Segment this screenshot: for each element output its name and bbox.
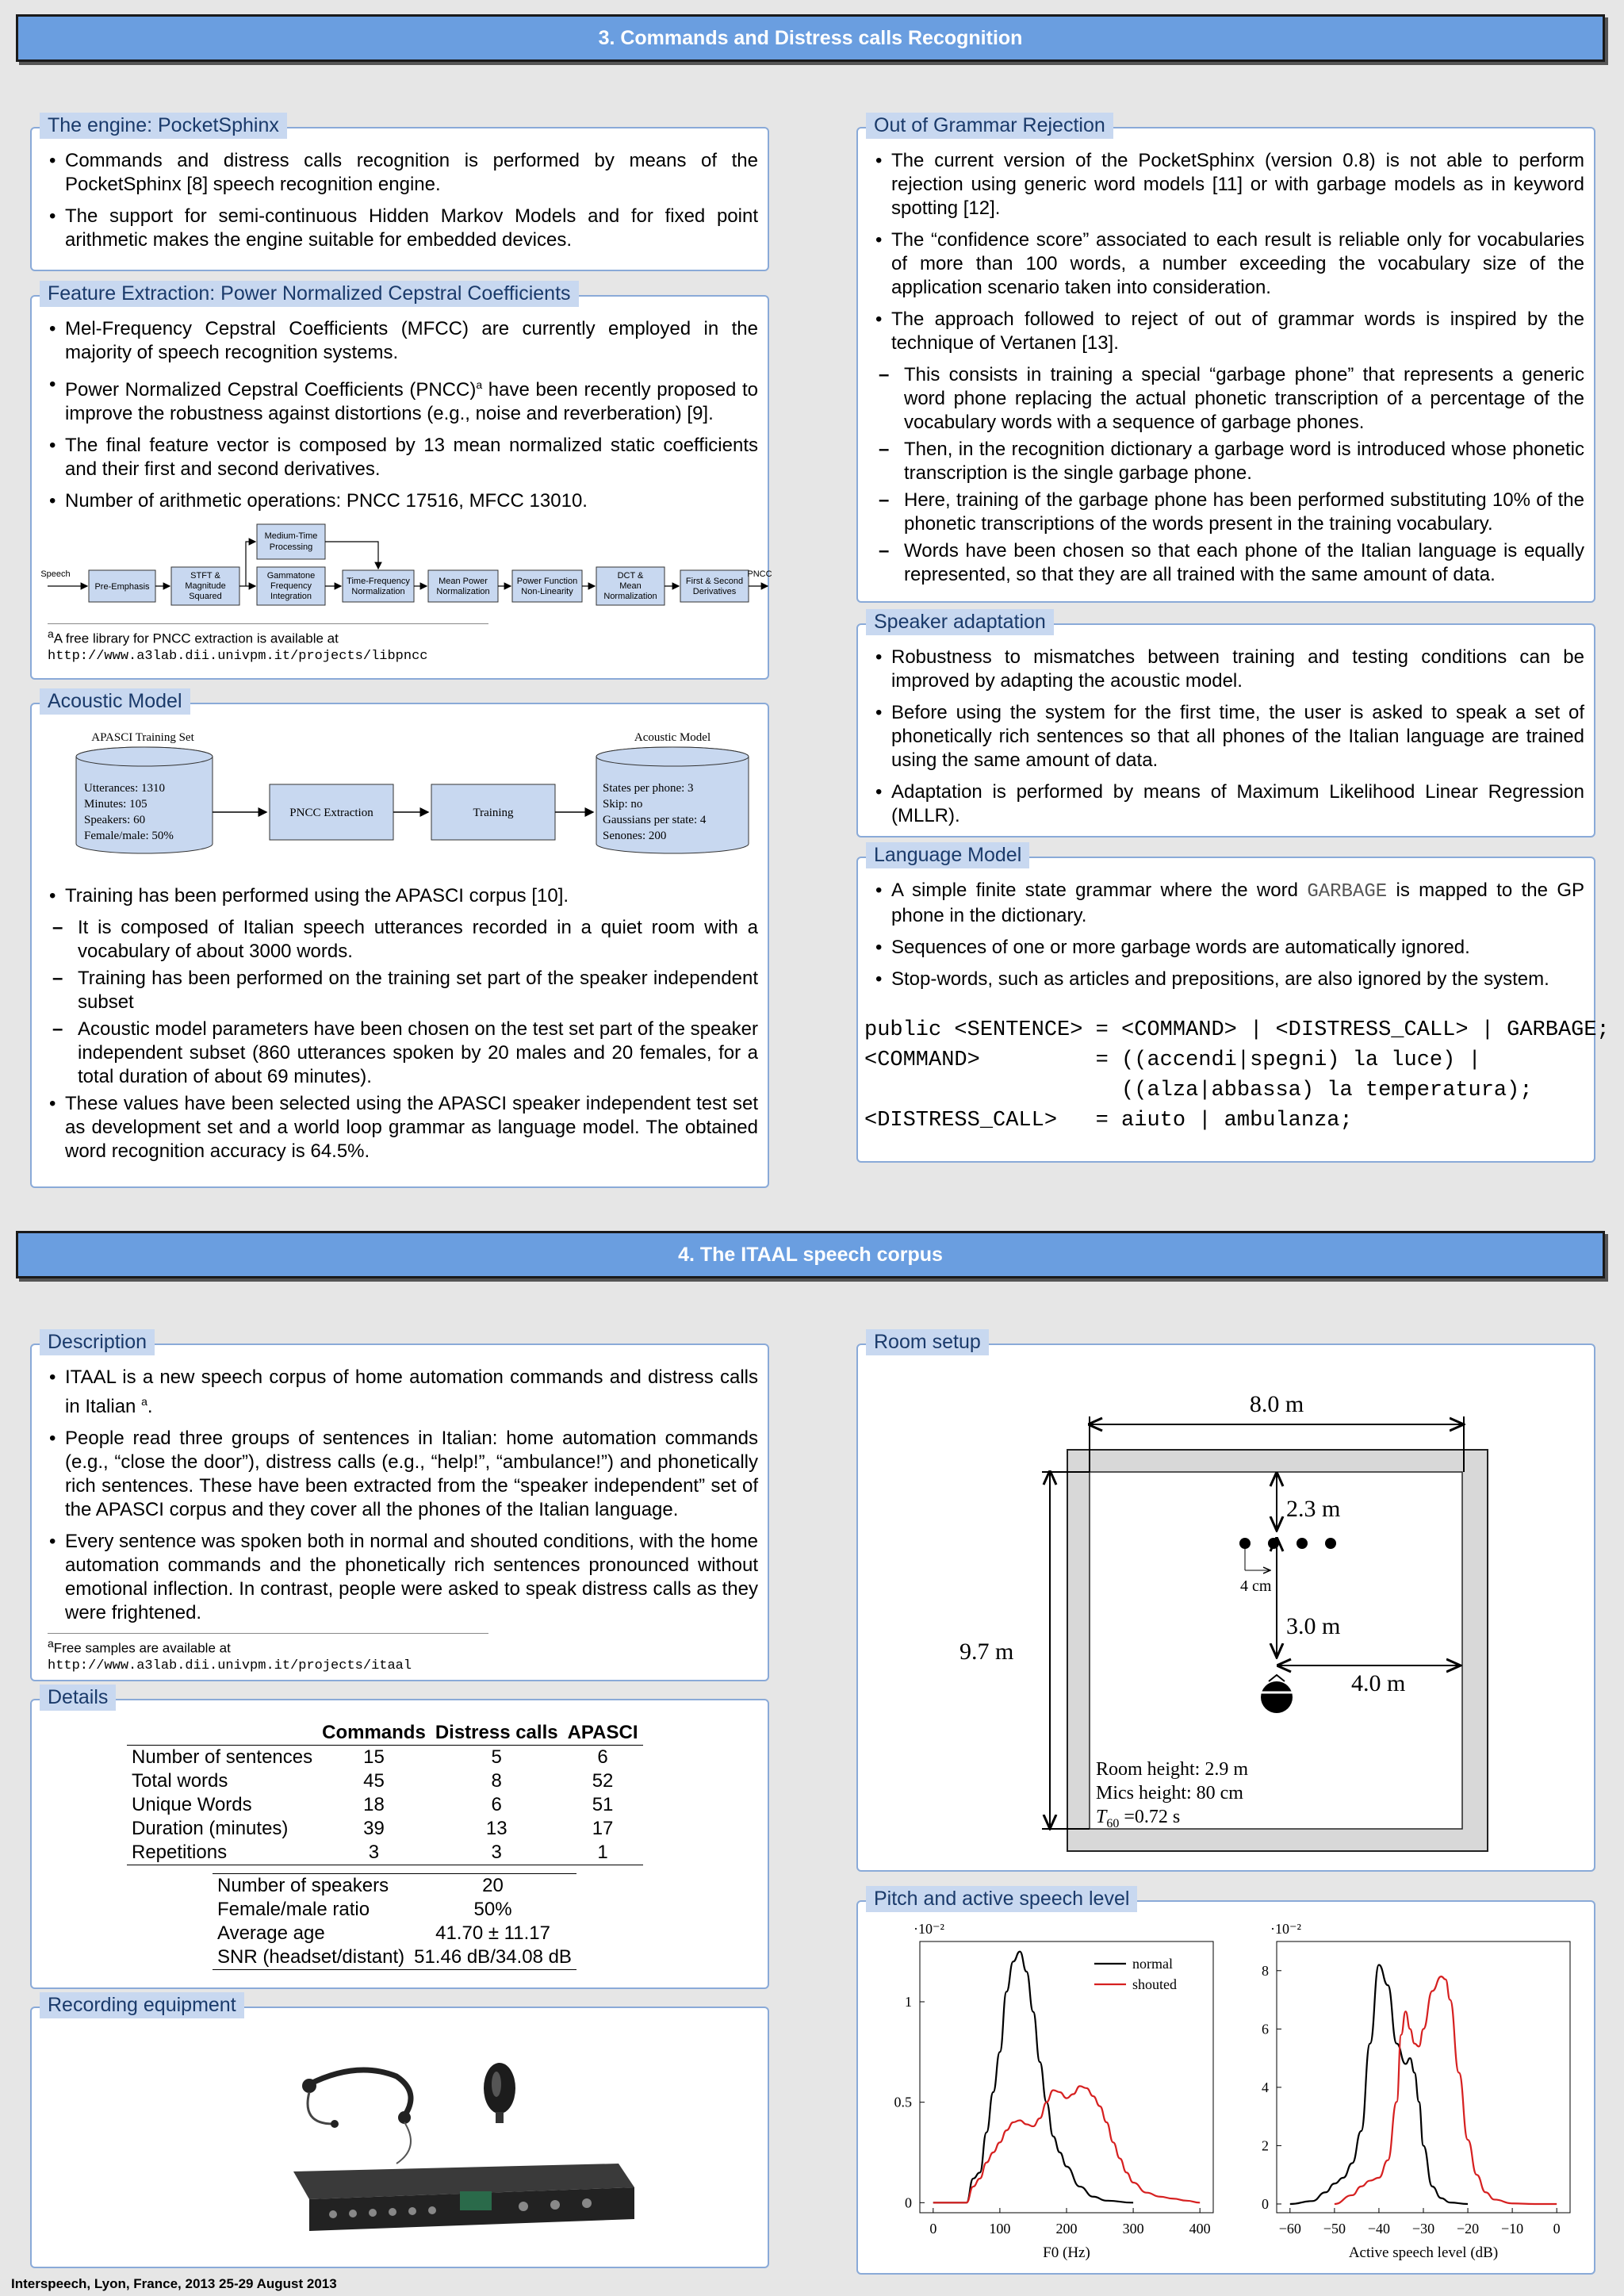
grammar-line-2: <COMMAND> = ((accendi|spegni) la luce) | xyxy=(864,1048,1481,1072)
speaker-bullet-2: • Before using the system for the first time, the user is asked to speak a set of phonetically rich sentences so that all phones of the Italian language are trained using the same amount of data. xyxy=(874,701,1584,772)
chart-1-xtick-label: −40 xyxy=(1367,2221,1391,2237)
oog-dash-2: – Then, in the recognition dictionary a garbage word is introduced whose phonetic transcription is the single garbage phone. xyxy=(879,438,1584,485)
chart-1-frame xyxy=(1277,1941,1570,2213)
table-row xyxy=(213,1945,576,1970)
stft-label-1: STFT & xyxy=(190,571,220,581)
acoustic-bullet-1: • Training has been performed using the APASCI corpus [10]. xyxy=(48,884,758,908)
speaker-bullet-1: • Robustness to mismatches between training and testing conditions can be improved by adapting the acoustic model. xyxy=(874,646,1584,693)
feature-bullet-4: • Number of arithmetic operations: PNCC 17516, MFCC 13010. xyxy=(48,489,758,513)
headset-microphone-icon xyxy=(302,2070,411,2164)
chart-0-ytick-label: 0.5 xyxy=(894,2094,912,2110)
room-height-label: Room height: 2.9 m xyxy=(1096,1759,1248,1780)
stft-label-3: Squared xyxy=(189,592,222,601)
language-bullet-1-a: A simple finite state grammar where the word xyxy=(891,880,1308,901)
oog-box xyxy=(856,114,1595,603)
tf-normalization-block xyxy=(343,570,414,602)
chart-0-xtick-label: 300 xyxy=(1122,2221,1144,2237)
pitch-level-charts xyxy=(864,1910,1586,2267)
language-bullet-1-b: is mapped to the GP phone in the dictionary. xyxy=(891,880,1584,926)
table-row xyxy=(127,1817,643,1841)
pitch-box xyxy=(856,1888,1595,2275)
tf-normalization-label-2: Normalization xyxy=(351,587,405,596)
description-bullet-3: • Every sentence was spoken both in normal and shouted conditions, with the home automation commands and the phonetically rich sentences pronounced without emotional inflection. In contrast, people were asked to speak distress calls as they were frightened. xyxy=(48,1530,758,1625)
description-footnote-sup: a xyxy=(48,1637,54,1650)
power-function-label-2: Non-Linearity xyxy=(521,587,573,596)
acoustic-diagram xyxy=(48,725,745,868)
chart-1-series-normal xyxy=(1290,1964,1468,2204)
dct-label-2: Mean xyxy=(619,581,642,591)
pncc-extraction-label: PNCC Extraction xyxy=(289,807,373,819)
details-header-blank xyxy=(127,1721,317,1746)
footer-conference: Interspeech, Lyon, France, 2013 25-29 August 2013 xyxy=(11,2276,337,2291)
table-row xyxy=(213,1898,576,1922)
medium-time-label-2: Processing xyxy=(269,542,313,552)
mic-spacing-label: 4 cm xyxy=(1240,1577,1272,1595)
t60-symbol: T xyxy=(1096,1807,1107,1827)
engine-bullet-1: • Commands and distress calls recognition is performed by means of the PocketSphinx [8] speech recognition engine. xyxy=(48,149,758,197)
engine-bullet-2: • The support for semi-continuous Hidden Markov Models and for fixed point arithmetic makes the engine suitable for embedded devices. xyxy=(48,205,758,252)
acoustic-model-title: Acoustic Model xyxy=(634,731,711,744)
description-bullet-2: • People read three groups of sentences in Italian: home automation commands (e.g., “close the door”), distress calls (e.g., “help!”, “ambulance!”) and phonetically rich sentences. These have been extracted from the “speaker independent” set of the APASCI corpus and they cover all the phones of the Italian language. xyxy=(48,1427,758,1522)
wall-distance-label: 4.0 m xyxy=(1351,1670,1406,1696)
stft-label-2: Magnitude xyxy=(185,581,226,591)
feature-footnote-sup: a xyxy=(48,627,54,640)
training-set-title: APASCI Training Set xyxy=(91,731,194,744)
table-cell: 51.46 dB/34.08 dB xyxy=(414,1946,572,1968)
table-cell: SNR (headset/distant) xyxy=(217,1946,405,1968)
tf-normalization-label-1: Time-Frequency xyxy=(347,577,410,586)
chart-0-series-shouted xyxy=(933,2086,1200,2202)
details-header-commands: Commands xyxy=(322,1722,426,1743)
chart-1-ytick-label: 4 xyxy=(1262,2079,1269,2095)
dct-label-1: DCT & xyxy=(617,571,644,581)
recording-equipment-illustration xyxy=(48,2029,761,2259)
table-cell: Repetitions xyxy=(132,1842,228,1863)
table-cell: 8 xyxy=(491,1770,502,1792)
table-cell: 50% xyxy=(473,1899,512,1920)
engine-title: The engine: PocketSphinx xyxy=(40,113,287,139)
chart-1-ytick-label: 0 xyxy=(1262,2195,1269,2212)
feature-box xyxy=(30,282,772,680)
training-utterances: Utterances: 1310 xyxy=(84,782,166,795)
chart-0-scale-note: ·10⁻² xyxy=(914,1921,944,1937)
feature-bullet-1: • Mel-Frequency Cepstral Coefficients (MFCC) are currently employed in the majority of speech recognition systems. xyxy=(48,317,758,365)
table-cell: 39 xyxy=(363,1818,385,1839)
table-row xyxy=(213,1922,576,1945)
speaker-stats-table xyxy=(213,1873,576,1970)
oog-dash-4: – Words have been chosen so that each phone of the Italian language is equally represented, so that they are all trained with the same amount of data. xyxy=(879,539,1584,587)
details-title: Details xyxy=(40,1685,116,1711)
chart-1-xtick-label: −60 xyxy=(1278,2221,1301,2237)
table-cell: 5 xyxy=(491,1746,502,1768)
audio-interface-icon xyxy=(293,2164,634,2231)
language-bullet-3: • Stop-words, such as articles and prepositions, are also ignored by the system. xyxy=(874,968,1584,991)
feature-footnote xyxy=(48,623,488,664)
description-footnote xyxy=(48,1633,488,1673)
speaker-title: Speaker adaptation xyxy=(866,609,1054,635)
chart-1-xlabel: Active speech level (dB) xyxy=(1348,2244,1499,2261)
section-4-title: 4. The ITAAL speech corpus xyxy=(678,1243,943,1266)
section-3-header xyxy=(16,14,1605,62)
chart-0-series-normal xyxy=(933,1952,1133,2203)
acoustic-title: Acoustic Model xyxy=(40,688,190,715)
table-cell: Duration (minutes) xyxy=(132,1818,289,1839)
garbage-keyword: GARBAGE xyxy=(1307,881,1388,903)
speaker-box xyxy=(856,611,1595,838)
am-skip: Skip: no xyxy=(603,798,643,811)
derivatives-label-2: Derivatives xyxy=(692,587,737,596)
mean-power-label-2: Normalization xyxy=(436,587,490,596)
details-header-apasci: APASCI xyxy=(567,1722,638,1743)
mean-power-label-1: Mean Power xyxy=(439,577,488,586)
chart-1-xtick-label: −50 xyxy=(1323,2221,1346,2237)
oog-dash-1: – This consists in training a special “garbage phone” that represents a generic word phone replacing the actual phonetic transcription of a percentage of the vocabulary words with a sequence of garbage phones. xyxy=(879,363,1584,435)
t60-value: =0.72 s xyxy=(1119,1807,1181,1827)
table-cell: 18 xyxy=(363,1794,385,1815)
am-states-per-phone: States per phone: 3 xyxy=(603,782,694,795)
oog-bullet-1: • The current version of the PocketSphinx (version 0.8) is not able to perform rejection using generic word models [11] or with garbage models as in keyword spotting [12]. xyxy=(874,149,1584,220)
pitch-title: Pitch and active speech level xyxy=(866,1886,1137,1912)
mic-4 xyxy=(1325,1538,1336,1549)
table-cell: Number of sentences xyxy=(132,1746,313,1768)
chart-1-series-shouted xyxy=(1335,1976,1557,2204)
table-cell: 1 xyxy=(597,1842,608,1863)
table-cell: 6 xyxy=(491,1794,502,1815)
description-footnote-text: Free samples are available at xyxy=(53,1640,231,1656)
room-box xyxy=(856,1331,1595,1872)
room-setup-diagram xyxy=(866,1361,1580,1853)
oog-title: Out of Grammar Rejection xyxy=(866,113,1113,139)
table-row xyxy=(127,1769,643,1793)
description-footnote-mark: a xyxy=(141,1395,147,1408)
derivatives-block xyxy=(680,570,749,602)
table-row xyxy=(213,1874,576,1899)
feature-footnote-mark: a xyxy=(476,378,483,391)
table-row xyxy=(127,1841,643,1865)
description-bullet-1-a: ITAAL is a new speech corpus of home automation commands and distress calls in Italian xyxy=(65,1366,758,1417)
chart-0-xlabel: F0 (Hz) xyxy=(1043,2244,1090,2261)
derivatives-label-1: First & Second xyxy=(685,577,744,586)
chart-0-xtick-label: 200 xyxy=(1055,2221,1078,2237)
room-title: Room setup xyxy=(866,1329,989,1355)
description-bullet-1-b: . xyxy=(147,1396,153,1417)
table-cell: 20 xyxy=(482,1875,504,1896)
table-cell: 51 xyxy=(592,1794,614,1815)
feature-bullet-3: • The final feature vector is composed by 13 mean normalized static coefficients and their first and second derivatives. xyxy=(48,434,758,481)
section-3-title: 3. Commands and Distress calls Recognition xyxy=(598,26,1023,49)
gammatone-label-2: Frequency xyxy=(270,581,312,591)
chart-0-xtick-label: 0 xyxy=(929,2221,937,2237)
grammar-line-3: ((alza|abbassa) la temperatura); xyxy=(864,1079,1533,1102)
room-length-label: 9.7 m xyxy=(959,1639,1014,1665)
chart-0-xtick-label: 400 xyxy=(1189,2221,1211,2237)
description-box xyxy=(30,1331,769,1681)
table-cell: Unique Words xyxy=(132,1794,252,1815)
section-4-header xyxy=(16,1231,1605,1278)
language-box xyxy=(856,844,1610,1163)
acoustic-dash-3: – Acoustic model parameters have been chosen on the test set part of the speaker independent subset (860 utterances spoken by 20 males and 20 females, for a total duration of about 69 minutes). xyxy=(52,1018,758,1089)
feature-bullet-2-b: have been recently proposed to improve the robustness against distortions (e.g., noise and reverberation) [9]. xyxy=(65,379,758,424)
diagram-pncc-label: PNCC xyxy=(747,569,772,579)
am-gaussians: Gaussians per state: 4 xyxy=(603,814,707,826)
feature-bullet-2 xyxy=(48,373,758,426)
pncc-library-link[interactable]: http://www.a3lab.dii.univpm.it/projects/libpncc xyxy=(48,648,428,664)
chart-1-xtick-label: −10 xyxy=(1501,2221,1524,2237)
description-bullet-1 xyxy=(48,1366,758,1419)
table-cell: 45 xyxy=(363,1770,385,1792)
chart-0-legend-label: shouted xyxy=(1132,1976,1177,1992)
details-table xyxy=(127,1721,643,1865)
training-female-male: Female/male: 50% xyxy=(84,830,174,842)
mic-2 xyxy=(1268,1538,1279,1549)
grammar-line-1: public <SENTENCE> = <COMMAND> | <DISTRESS_CALL> | GARBAGE; xyxy=(864,1018,1610,1042)
mic-3 xyxy=(1297,1538,1308,1549)
description-title: Description xyxy=(40,1329,155,1355)
acoustic-bullet-2: • These values have been selected using the APASCI speaker independent test set as development set and a world loop grammar as language model. The obtained word recognition accuracy is 64.5%. xyxy=(48,1092,758,1163)
power-function-label-1: Power Function xyxy=(516,577,578,586)
acoustic-dash-2: – Training has been performed on the training set part of the speaker independent subset xyxy=(52,967,758,1014)
feature-title: Feature Extraction: Power Normalized Cepstral Coefficients xyxy=(40,281,579,307)
chart-0-legend-label: normal xyxy=(1132,1956,1173,1972)
table-cell: 6 xyxy=(597,1746,608,1768)
table-cell: Female/male ratio xyxy=(217,1899,370,1920)
language-bullet-2: • Sequences of one or more garbage words are automatically ignored. xyxy=(874,936,1584,960)
acoustic-dash-1: – It is composed of Italian speech utterances recorded in a quiet room with a vocabulary of about 3000 words. xyxy=(52,916,758,964)
details-header-distress: Distress calls xyxy=(435,1722,558,1743)
recording-box xyxy=(30,1994,769,2268)
table-cell: 17 xyxy=(592,1818,614,1839)
table-cell: 15 xyxy=(363,1746,385,1768)
table-row xyxy=(127,1746,643,1770)
mic-distance-label: 2.3 m xyxy=(1286,1496,1341,1522)
chart-1-ytick-label: 8 xyxy=(1262,1962,1269,1979)
medium-time-block xyxy=(257,524,325,559)
room-width-label: 8.0 m xyxy=(1249,1391,1304,1417)
training-minutes: Minutes: 105 xyxy=(84,798,147,811)
feature-bullet-2-a: Power Normalized Cepstral Coefficients (PNCC) xyxy=(65,379,477,401)
oog-bullet-3: • The approach followed to reject of out of grammar words is inspired by the technique of Vertanen [13]. xyxy=(874,308,1584,355)
language-title: Language Model xyxy=(866,842,1029,868)
table-cell: Average age xyxy=(217,1922,325,1944)
acoustic-box xyxy=(30,690,769,1188)
table-cell: 3 xyxy=(491,1842,502,1863)
details-box xyxy=(30,1686,769,1989)
language-bullet-1 xyxy=(874,879,1584,928)
feature-footnote-text: A free library for PNCC extraction is available at xyxy=(53,631,339,646)
chart-1-xtick-label: −30 xyxy=(1411,2221,1435,2237)
table-cell: 52 xyxy=(592,1770,614,1792)
am-senones: Senones: 200 xyxy=(603,830,667,842)
pre-emphasis-label: Pre-Emphasis xyxy=(94,582,150,592)
speaker-bullet-3: • Adaptation is performed by means of Maximum Likelihood Linear Regression (MLLR). xyxy=(874,780,1584,828)
grammar-code xyxy=(864,1015,1610,1136)
chart-1-xtick-label: −20 xyxy=(1456,2221,1480,2237)
oog-bullet-2: • The “confidence score” associated to each result is reliable only for vocabularies of more than 100 words, a number exceeding the vocabulary size of the application scenario taken into consideration. xyxy=(874,228,1584,300)
chart-0-xtick-label: 100 xyxy=(989,2221,1011,2237)
table-cell: 13 xyxy=(485,1818,508,1839)
power-function-block xyxy=(512,570,582,602)
dct-label-3: Normalization xyxy=(603,592,657,601)
chart-1-ytick-label: 2 xyxy=(1262,2137,1269,2154)
engine-box xyxy=(30,114,769,271)
chart-1-scale-note: ·10⁻² xyxy=(1270,1921,1301,1937)
training-label: Training xyxy=(473,807,514,819)
recording-title: Recording equipment xyxy=(40,1992,244,2018)
table-cell: Number of speakers xyxy=(217,1875,389,1896)
chart-1-xtick-label: 0 xyxy=(1553,2221,1561,2237)
diagram-speech-label: Speech xyxy=(40,569,71,579)
t60-subscript: 60 xyxy=(1106,1817,1120,1830)
table-cell: Total words xyxy=(132,1770,228,1792)
gammatone-label-1: Gammatone xyxy=(266,571,316,581)
table-cell: 3 xyxy=(368,1842,380,1863)
medium-time-label-1: Medium-Time xyxy=(264,531,318,541)
itaal-samples-link[interactable]: http://www.a3lab.dii.univpm.it/projects/itaal xyxy=(48,1658,412,1673)
mic-1 xyxy=(1239,1538,1251,1549)
mean-power-block xyxy=(428,570,498,602)
oog-dash-3: – Here, training of the garbage phone has been performed substituting 10% of the phonetic transcriptions of the words present in the training vocabulary. xyxy=(879,489,1584,536)
table-cell: 41.70 ± 11.17 xyxy=(435,1922,550,1944)
gammatone-label-3: Integration xyxy=(270,592,312,601)
speaker-distance-label: 3.0 m xyxy=(1286,1613,1341,1639)
chart-1-ytick-label: 6 xyxy=(1262,2021,1269,2037)
mics-height-label: Mics height: 80 cm xyxy=(1096,1783,1243,1803)
chart-0-ytick-label: 1 xyxy=(905,1994,912,2010)
pncc-block-diagram xyxy=(40,521,772,616)
chart-0-ytick-label: 0 xyxy=(905,2194,912,2211)
training-speakers: Speakers: 60 xyxy=(84,814,146,826)
table-row xyxy=(127,1793,643,1817)
distant-microphone-icon xyxy=(484,2063,515,2123)
grammar-line-4: <DISTRESS_CALL> = aiuto | ambulanza; xyxy=(864,1109,1353,1133)
